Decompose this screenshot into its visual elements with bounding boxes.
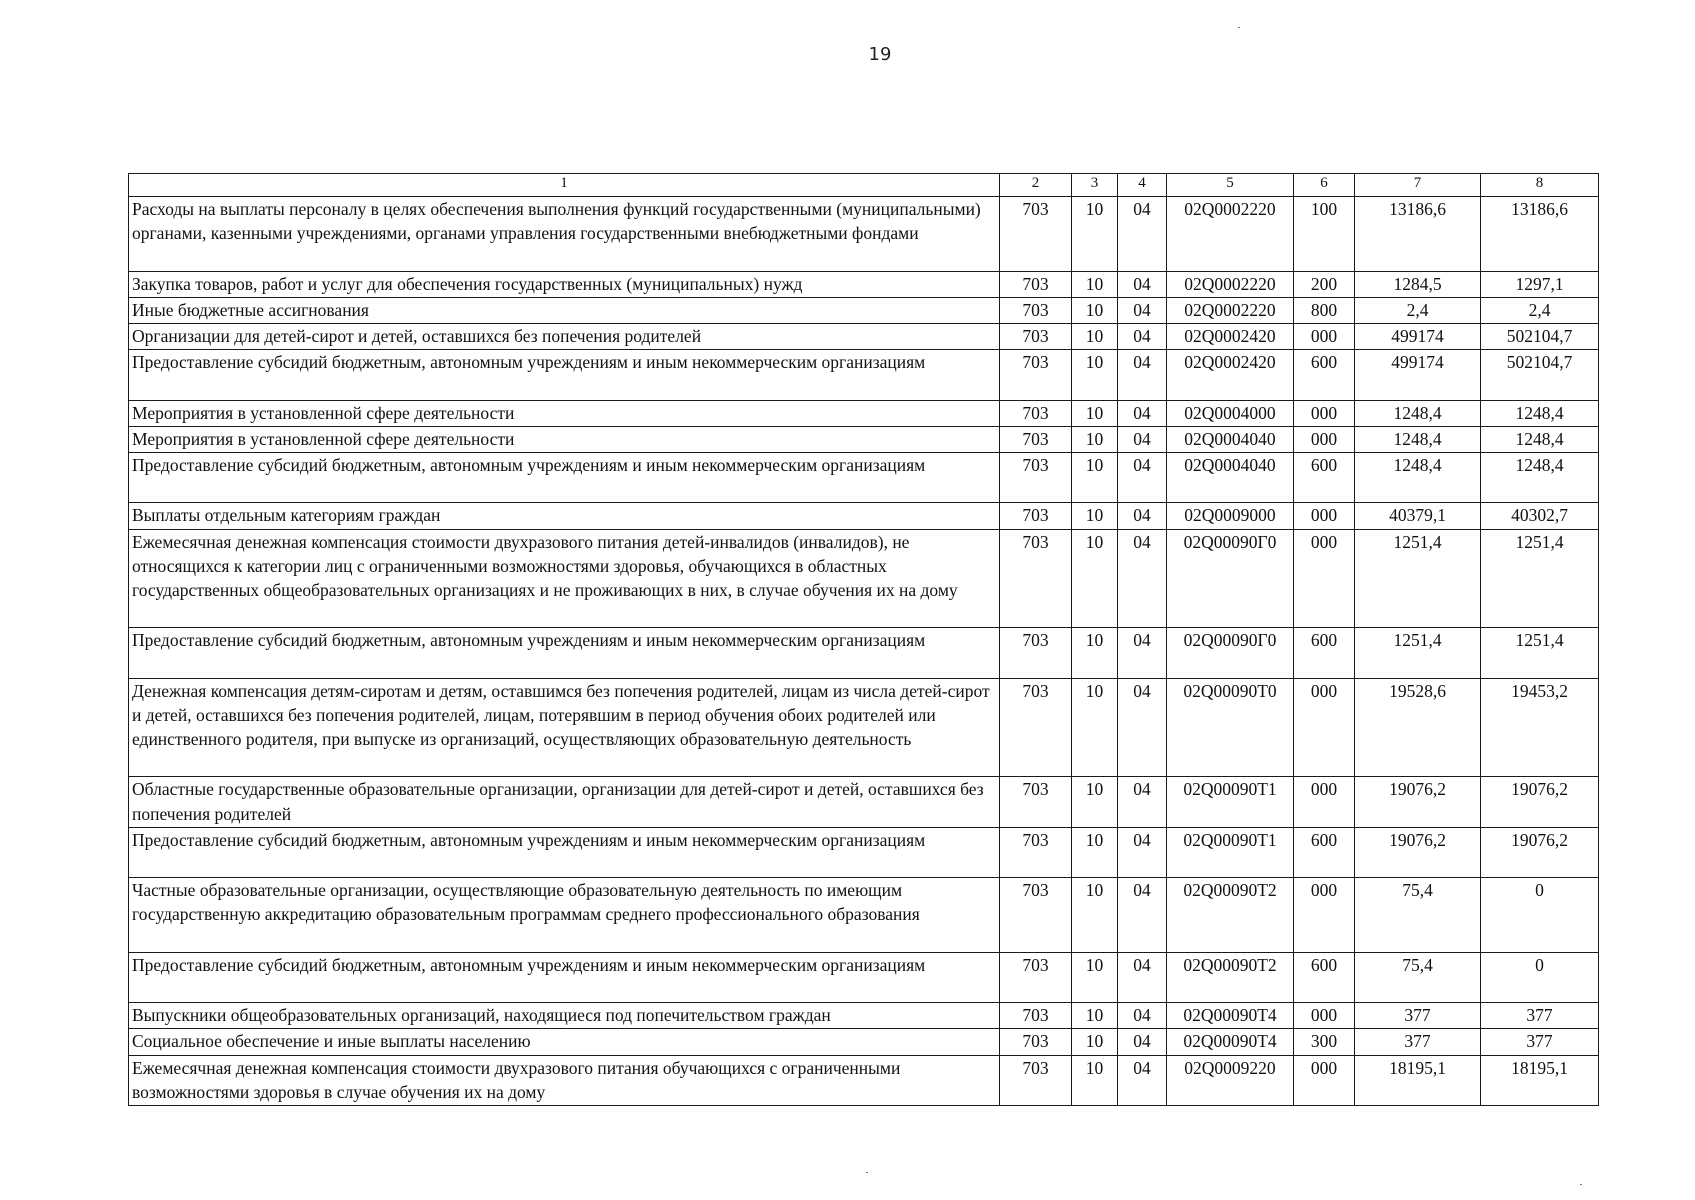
scan-speck — [866, 1172, 868, 1173]
row-col-2: 703 — [1000, 678, 1072, 777]
row-amount-8: 13186,6 — [1481, 197, 1599, 272]
row-col-4: 04 — [1118, 426, 1167, 452]
row-col-6: 000 — [1294, 400, 1355, 426]
row-col-2: 703 — [1000, 452, 1072, 502]
row-col-4: 04 — [1118, 197, 1167, 272]
row-amount-8: 377 — [1481, 1029, 1599, 1055]
row-amount-8: 1248,4 — [1481, 452, 1599, 502]
row-col-6: 200 — [1294, 271, 1355, 297]
row-target-code: 02Q00090Т1 — [1167, 777, 1294, 827]
row-amount-7: 13186,6 — [1355, 197, 1481, 272]
row-col-2: 703 — [1000, 1029, 1072, 1055]
row-target-code: 02Q00090Т2 — [1167, 952, 1294, 1002]
row-description: Расходы на выплаты персоналу в целях обеспечения выполнения функций государственными (муниципальными) органами, казенными учреждениями, органами управления государственными внебюджетными фондами — [129, 197, 1000, 272]
row-amount-7: 2,4 — [1355, 297, 1481, 323]
row-amount-7: 499174 — [1355, 350, 1481, 400]
row-col-4: 04 — [1118, 827, 1167, 877]
row-col-3: 10 — [1072, 878, 1118, 953]
row-col-4: 04 — [1118, 350, 1167, 400]
row-col-4: 04 — [1118, 1003, 1167, 1029]
row-col-6: 000 — [1294, 426, 1355, 452]
row-col-3: 10 — [1072, 1055, 1118, 1105]
row-col-2: 703 — [1000, 529, 1072, 628]
row-description: Предоставление субсидий бюджетным, автономным учреждениям и иным некоммерческим организациям — [129, 452, 1000, 502]
row-col-2: 703 — [1000, 777, 1072, 827]
row-amount-7: 75,4 — [1355, 952, 1481, 1002]
header-col-3: 3 — [1072, 174, 1118, 197]
row-amount-8: 1248,4 — [1481, 400, 1599, 426]
header-col-6: 6 — [1294, 174, 1355, 197]
row-amount-8: 19453,2 — [1481, 678, 1599, 777]
row-col-3: 10 — [1072, 452, 1118, 502]
row-amount-8: 502104,7 — [1481, 350, 1599, 400]
row-col-3: 10 — [1072, 529, 1118, 628]
row-amount-7: 19528,6 — [1355, 678, 1481, 777]
row-amount-7: 1248,4 — [1355, 426, 1481, 452]
table-row — [129, 297, 1599, 323]
row-col-2: 703 — [1000, 628, 1072, 678]
row-description: Организации для детей-сирот и детей, оставшихся без попечения родителей — [129, 323, 1000, 349]
header-col-7: 7 — [1355, 174, 1481, 197]
row-amount-7: 377 — [1355, 1029, 1481, 1055]
row-target-code: 02Q00090Г0 — [1167, 529, 1294, 628]
row-col-6: 600 — [1294, 628, 1355, 678]
table-row — [129, 1029, 1599, 1055]
row-target-code: 02Q0009000 — [1167, 503, 1294, 529]
row-target-code: 02Q0002420 — [1167, 350, 1294, 400]
row-col-6: 600 — [1294, 952, 1355, 1002]
row-col-4: 04 — [1118, 878, 1167, 953]
row-col-2: 703 — [1000, 1055, 1072, 1105]
table-row — [129, 952, 1599, 1002]
table-row — [129, 529, 1599, 628]
row-amount-8: 1248,4 — [1481, 426, 1599, 452]
row-amount-7: 1251,4 — [1355, 628, 1481, 678]
row-target-code: 02Q0002220 — [1167, 297, 1294, 323]
row-description: Мероприятия в установленной сфере деятельности — [129, 426, 1000, 452]
table-row — [129, 400, 1599, 426]
row-col-4: 04 — [1118, 271, 1167, 297]
row-target-code: 02Q0002220 — [1167, 271, 1294, 297]
row-col-4: 04 — [1118, 452, 1167, 502]
scan-speck — [1238, 27, 1240, 28]
table-row — [129, 1003, 1599, 1029]
row-col-3: 10 — [1072, 297, 1118, 323]
row-col-2: 703 — [1000, 1003, 1072, 1029]
row-description: Ежемесячная денежная компенсация стоимости двухразового питания детей-инвалидов (инвалидов), не относящихся к категории лиц с ограниченными возможностями здоровья, обучающихся в областных государственных общеобразовательных организациях и не проживающих в них, в случае обучения их на дому — [129, 529, 1000, 628]
row-col-6: 000 — [1294, 1055, 1355, 1105]
table-row — [129, 350, 1599, 400]
row-col-3: 10 — [1072, 952, 1118, 1002]
row-col-6: 000 — [1294, 1003, 1355, 1029]
row-col-3: 10 — [1072, 426, 1118, 452]
row-amount-8: 502104,7 — [1481, 323, 1599, 349]
row-amount-7: 1284,5 — [1355, 271, 1481, 297]
header-col-1: 1 — [129, 174, 1000, 197]
row-target-code: 02Q0009220 — [1167, 1055, 1294, 1105]
row-target-code: 02Q00090Т4 — [1167, 1029, 1294, 1055]
row-amount-7: 1248,4 — [1355, 452, 1481, 502]
row-col-3: 10 — [1072, 400, 1118, 426]
row-amount-7: 75,4 — [1355, 878, 1481, 953]
row-amount-7: 18195,1 — [1355, 1055, 1481, 1105]
row-target-code: 02Q00090Т2 — [1167, 878, 1294, 953]
row-col-4: 04 — [1118, 678, 1167, 777]
table-row — [129, 777, 1599, 827]
row-col-3: 10 — [1072, 628, 1118, 678]
row-col-3: 10 — [1072, 503, 1118, 529]
row-target-code: 02Q0004000 — [1167, 400, 1294, 426]
row-description: Мероприятия в установленной сфере деятельности — [129, 400, 1000, 426]
row-target-code: 02Q0004040 — [1167, 426, 1294, 452]
row-col-6: 600 — [1294, 827, 1355, 877]
row-col-3: 10 — [1072, 1003, 1118, 1029]
row-col-2: 703 — [1000, 827, 1072, 877]
row-col-2: 703 — [1000, 400, 1072, 426]
row-amount-8: 40302,7 — [1481, 503, 1599, 529]
row-description: Закупка товаров, работ и услуг для обеспечения государственных (муниципальных) нужд — [129, 271, 1000, 297]
table-row — [129, 197, 1599, 272]
row-description: Предоставление субсидий бюджетным, автономным учреждениям и иным некоммерческим организациям — [129, 350, 1000, 400]
row-col-3: 10 — [1072, 197, 1118, 272]
row-amount-7: 19076,2 — [1355, 827, 1481, 877]
row-col-4: 04 — [1118, 529, 1167, 628]
row-amount-8: 1251,4 — [1481, 529, 1599, 628]
header-col-4: 4 — [1118, 174, 1167, 197]
row-col-3: 10 — [1072, 323, 1118, 349]
row-col-2: 703 — [1000, 350, 1072, 400]
row-col-4: 04 — [1118, 323, 1167, 349]
row-amount-7: 1251,4 — [1355, 529, 1481, 628]
row-col-4: 04 — [1118, 297, 1167, 323]
row-description: Областные государственные образовательные организации, организации для детей-сирот и детей, оставшихся без попечения родителей — [129, 777, 1000, 827]
row-col-2: 703 — [1000, 878, 1072, 953]
row-col-3: 10 — [1072, 271, 1118, 297]
header-col-2: 2 — [1000, 174, 1072, 197]
row-col-6: 800 — [1294, 297, 1355, 323]
row-col-4: 04 — [1118, 777, 1167, 827]
budget-table-body — [129, 174, 1599, 1106]
row-description: Выпускники общеобразовательных организаций, находящиеся под попечительством граждан — [129, 1003, 1000, 1029]
row-col-6: 000 — [1294, 678, 1355, 777]
row-col-4: 04 — [1118, 1055, 1167, 1105]
row-col-3: 10 — [1072, 678, 1118, 777]
row-target-code: 02Q00090Т4 — [1167, 1003, 1294, 1029]
row-amount-7: 1248,4 — [1355, 400, 1481, 426]
row-description: Предоставление субсидий бюджетным, автономным учреждениям и иным некоммерческим организациям — [129, 628, 1000, 678]
row-description: Выплаты отдельным категориям граждан — [129, 503, 1000, 529]
row-description: Частные образовательные организации, осуществляющие образовательную деятельность по имеющим государственную аккредитацию образовательным программам среднего профессионального образования — [129, 878, 1000, 953]
budget-table-container — [128, 173, 1598, 1106]
row-col-3: 10 — [1072, 777, 1118, 827]
table-header-row — [129, 174, 1599, 197]
row-col-6: 100 — [1294, 197, 1355, 272]
header-col-8: 8 — [1481, 174, 1599, 197]
scan-speck — [1580, 1184, 1582, 1185]
row-col-2: 703 — [1000, 426, 1072, 452]
row-target-code: 02Q00090Т1 — [1167, 827, 1294, 877]
row-col-6: 000 — [1294, 503, 1355, 529]
row-description: Предоставление субсидий бюджетным, автономным учреждениям и иным некоммерческим организациям — [129, 952, 1000, 1002]
row-col-3: 10 — [1072, 827, 1118, 877]
table-row — [129, 678, 1599, 777]
table-row — [129, 452, 1599, 502]
row-col-2: 703 — [1000, 297, 1072, 323]
table-row — [129, 426, 1599, 452]
row-target-code: 02Q0004040 — [1167, 452, 1294, 502]
row-amount-8: 19076,2 — [1481, 777, 1599, 827]
table-row — [129, 827, 1599, 877]
row-col-6: 000 — [1294, 529, 1355, 628]
row-amount-7: 40379,1 — [1355, 503, 1481, 529]
row-col-6: 600 — [1294, 350, 1355, 400]
row-col-4: 04 — [1118, 400, 1167, 426]
row-col-3: 10 — [1072, 350, 1118, 400]
row-amount-8: 0 — [1481, 878, 1599, 953]
table-row — [129, 323, 1599, 349]
row-col-4: 04 — [1118, 1029, 1167, 1055]
row-amount-7: 377 — [1355, 1003, 1481, 1029]
row-target-code: 02Q0002220 — [1167, 197, 1294, 272]
row-col-4: 04 — [1118, 503, 1167, 529]
budget-table — [128, 173, 1599, 1106]
row-col-6: 000 — [1294, 777, 1355, 827]
row-col-6: 600 — [1294, 452, 1355, 502]
row-description: Предоставление субсидий бюджетным, автономным учреждениям и иным некоммерческим организациям — [129, 827, 1000, 877]
row-amount-8: 18195,1 — [1481, 1055, 1599, 1105]
row-target-code: 02Q0002420 — [1167, 323, 1294, 349]
row-col-2: 703 — [1000, 323, 1072, 349]
row-amount-8: 2,4 — [1481, 297, 1599, 323]
table-row — [129, 1055, 1599, 1105]
row-description: Социальное обеспечение и иные выплаты населению — [129, 1029, 1000, 1055]
row-col-3: 10 — [1072, 1029, 1118, 1055]
row-description: Ежемесячная денежная компенсация стоимости двухразового питания обучающихся с ограниченными возможностями здоровья в случае обучения их на дому — [129, 1055, 1000, 1105]
table-row — [129, 628, 1599, 678]
row-amount-8: 1251,4 — [1481, 628, 1599, 678]
row-col-2: 703 — [1000, 503, 1072, 529]
row-amount-8: 1297,1 — [1481, 271, 1599, 297]
row-col-4: 04 — [1118, 952, 1167, 1002]
table-row — [129, 878, 1599, 953]
row-amount-8: 19076,2 — [1481, 827, 1599, 877]
row-col-2: 703 — [1000, 952, 1072, 1002]
row-target-code: 02Q00090Г0 — [1167, 628, 1294, 678]
row-description: Денежная компенсация детям-сиротам и детям, оставшимся без попечения родителей, лицам из числа детей-сирот и детей, оставшихся без попечения родителей, лицам, потерявшим в период обучения обоих родителей или единственного родителя, при выпуске из организаций, осуществляющих образовательную деятельность — [129, 678, 1000, 777]
table-row — [129, 503, 1599, 529]
table-row — [129, 271, 1599, 297]
row-amount-7: 19076,2 — [1355, 777, 1481, 827]
header-col-5: 5 — [1167, 174, 1294, 197]
row-col-2: 703 — [1000, 197, 1072, 272]
row-amount-7: 499174 — [1355, 323, 1481, 349]
row-amount-8: 377 — [1481, 1003, 1599, 1029]
row-description: Иные бюджетные ассигнования — [129, 297, 1000, 323]
row-col-2: 703 — [1000, 271, 1072, 297]
row-col-6: 000 — [1294, 878, 1355, 953]
row-target-code: 02Q00090Т0 — [1167, 678, 1294, 777]
page-number: 19 — [868, 44, 892, 65]
row-col-4: 04 — [1118, 628, 1167, 678]
row-col-6: 000 — [1294, 323, 1355, 349]
row-amount-8: 0 — [1481, 952, 1599, 1002]
row-col-6: 300 — [1294, 1029, 1355, 1055]
